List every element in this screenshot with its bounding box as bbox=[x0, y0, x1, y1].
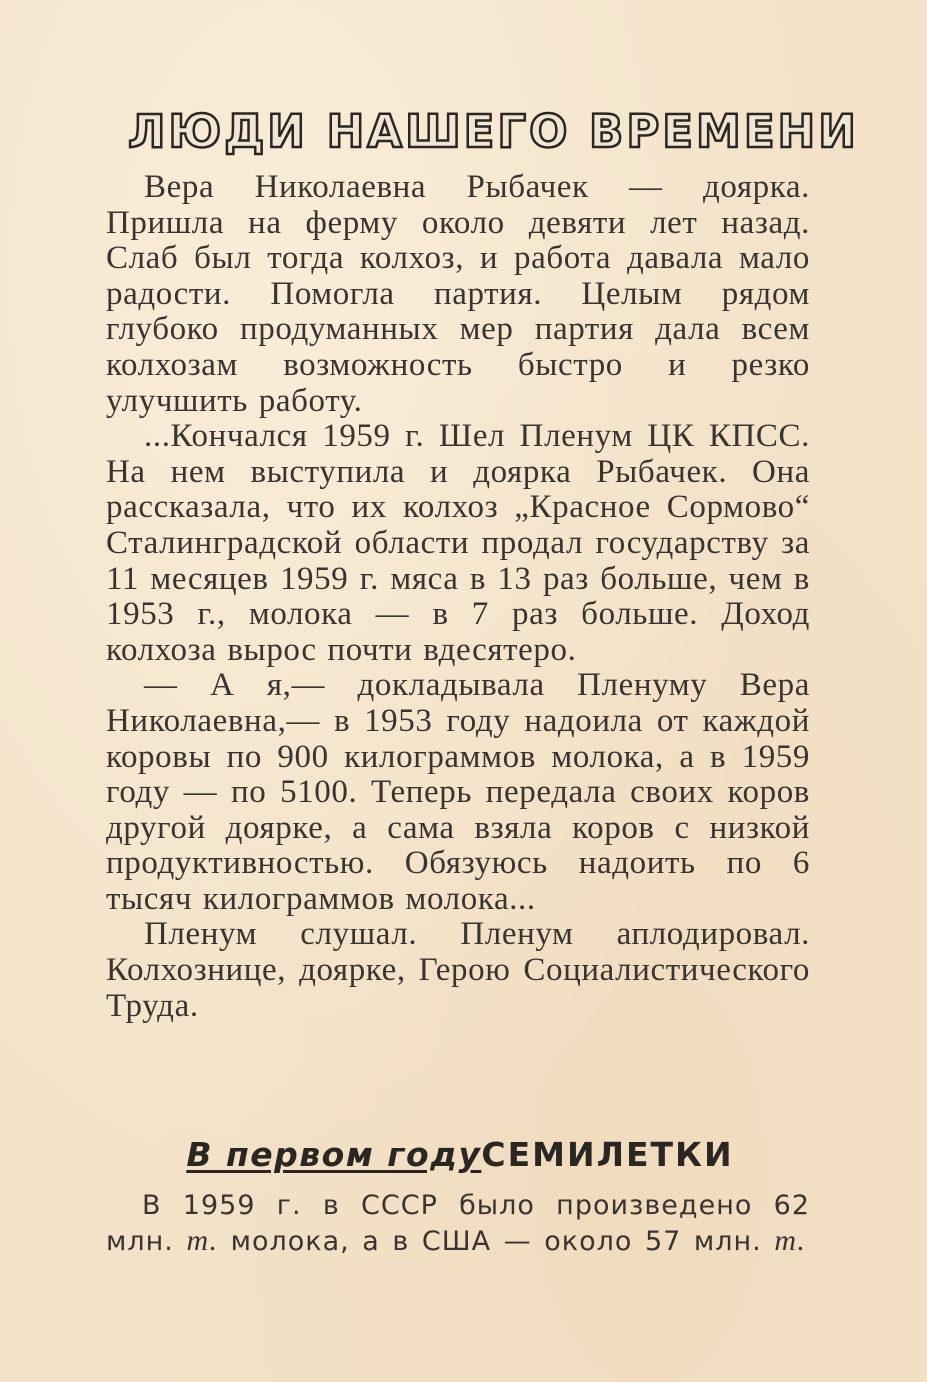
fact-heading-part2: СЕМИЛЕТКИ bbox=[481, 1135, 734, 1174]
article-body bbox=[106, 170, 810, 1024]
fact-text-mid: молока, а в США — около 57 млн. bbox=[230, 1226, 762, 1257]
fact-text-start: В 1959 г. в СССР было произведено 62 млн. bbox=[106, 1190, 810, 1257]
article-paragraph-1: Вера Николаевна Рыбачек — доярка. Пришла на ферму около девяти лет назад. Слаб был тогда колхоз, и работа давала мало радости. Помогла партия. Целым рядом глубоко продуманных мер партия дала всем колхозам возможность быстро и резко улучшить работу. bbox=[106, 169, 810, 419]
article-paragraph-4: Пленум слушал. Пленум аплодировал. Колхознице, доярке, Герою Социалистического Труда. bbox=[106, 916, 810, 1024]
fact-unit: т. bbox=[186, 1224, 218, 1257]
fact-heading bbox=[180, 1134, 740, 1176]
fact-paragraph bbox=[106, 1188, 810, 1259]
fact-unit-end: т. bbox=[774, 1224, 806, 1257]
article-heading: ЛЮДИ НАШЕГО ВРЕМЕНИ bbox=[128, 105, 859, 158]
article-paragraph-2: ...Кончался 1959 г. Шел Пленум ЦК КПСС. На нем выступила и доярка Рыбачек. Она рассказала, что их колхоз „Красное Сормово“ Сталинградской области продал государству за 11 месяцев 1959 г. мяса в 13 раз больше, чем в 1953 г., молока — в 7 раз больше. Доход колхоза вырос почти вдесятеро. bbox=[106, 418, 810, 668]
article-paragraph-3: — А я,— докладывала Пленуму Вера Николаевна,— в 1953 году надоила от каждой коровы по 900 килограммов молока, а в 1959 году — по 5100. Теперь передала своих коров другой доярке, а сама взяла коров с низкой продуктивностью. Обязуюсь надоить по 6 тысяч килограммов молока... bbox=[106, 667, 810, 917]
fact-heading-part1: В первом году bbox=[186, 1135, 482, 1174]
fact-body bbox=[106, 1188, 810, 1259]
